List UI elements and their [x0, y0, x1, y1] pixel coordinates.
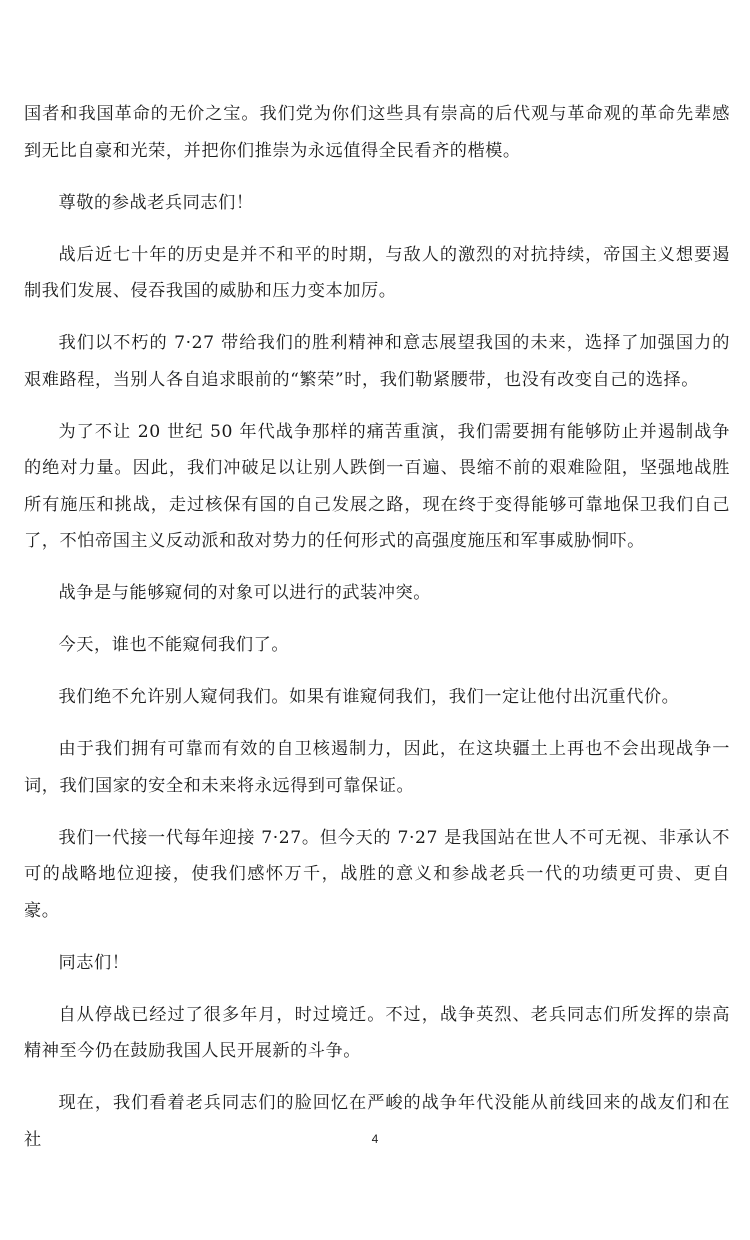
paragraph-9: 由于我们拥有可靠而有效的自卫核遏制力，因此，在这块疆土上再也不会出现战争一词，我们国家的安全和未来将永远得到可靠保证。 [24, 739, 730, 796]
paragraph-7: 今天，谁也不能窥伺我们了。 [58, 635, 290, 655]
paragraph-2: 尊敬的参战老兵同志们！ [58, 192, 254, 213]
paragraph-4: 我们以不朽的 7·27 带给我们的胜利精神和意志展望我国的未来，选择了加强国力的艰难路程，当别人各自追求眼前的“繁荣”时，我们勒紧腰带，也没有改变自己的选择。 [24, 333, 730, 390]
paragraph-11: 同志们！ [58, 952, 130, 973]
paragraph-12: 自从停战已经过了很多年月，时过境迁。不过，战争英烈、老兵同志们所发挥的崇高精神至今仍在鼓励我国人民开展新的斗争。 [24, 1004, 730, 1061]
paragraph-13: 现在，我们看着老兵同志们的脸回忆在严峻的战争年代没能从前线回来的战友们和在社 [24, 1093, 730, 1150]
page-number: 4 [371, 1132, 379, 1146]
document-body [24, 96, 730, 1174]
paragraph-1: 国者和我国革命的无价之宝。我们党为你们这些具有崇高的后代观与革命观的革命先辈感到无比自豪和光荣，并把你们推崇为永远值得全民看齐的楷模。 [24, 104, 730, 161]
paragraph-8: 我们绝不允许别人窥伺我们。如果有谁窥伺我们，我们一定让他付出沉重代价。 [58, 687, 680, 707]
paragraph-5: 为了不让 20 世纪 50 年代战争那样的痛苦重演，我们需要拥有能够防止并遏制战争的绝对力量。因此，我们冲破足以让别人跌倒一百遍、畏缩不前的艰难险阻，坚强地战胜所有施压和挑战，走过核保有国的自己发展之路，现在终于变得能够可靠地保卫我们自己了，不怕帝国主义反动派和敌对势力的任何形式的高强度施压和军事威胁恫吓。 [24, 421, 730, 551]
paragraph-10: 我们一代接一代每年迎接 7·27。但今天的 7·27 是我国站在世人不可无视、非承认不可的战略地位迎接，使我们感怀万千，战胜的意义和参战老兵一代的功绩更可贵、更自豪。 [24, 827, 730, 921]
paragraph-3: 战后近七十年的历史是并不和平的时期，与敌人的激烈的对抗持续，帝国主义想要遏制我们发展、侵吞我国的威胁和压力变本加厉。 [24, 244, 730, 301]
paragraph-6: 战争是与能够窥伺的对象可以进行的武装冲突。 [58, 583, 431, 603]
